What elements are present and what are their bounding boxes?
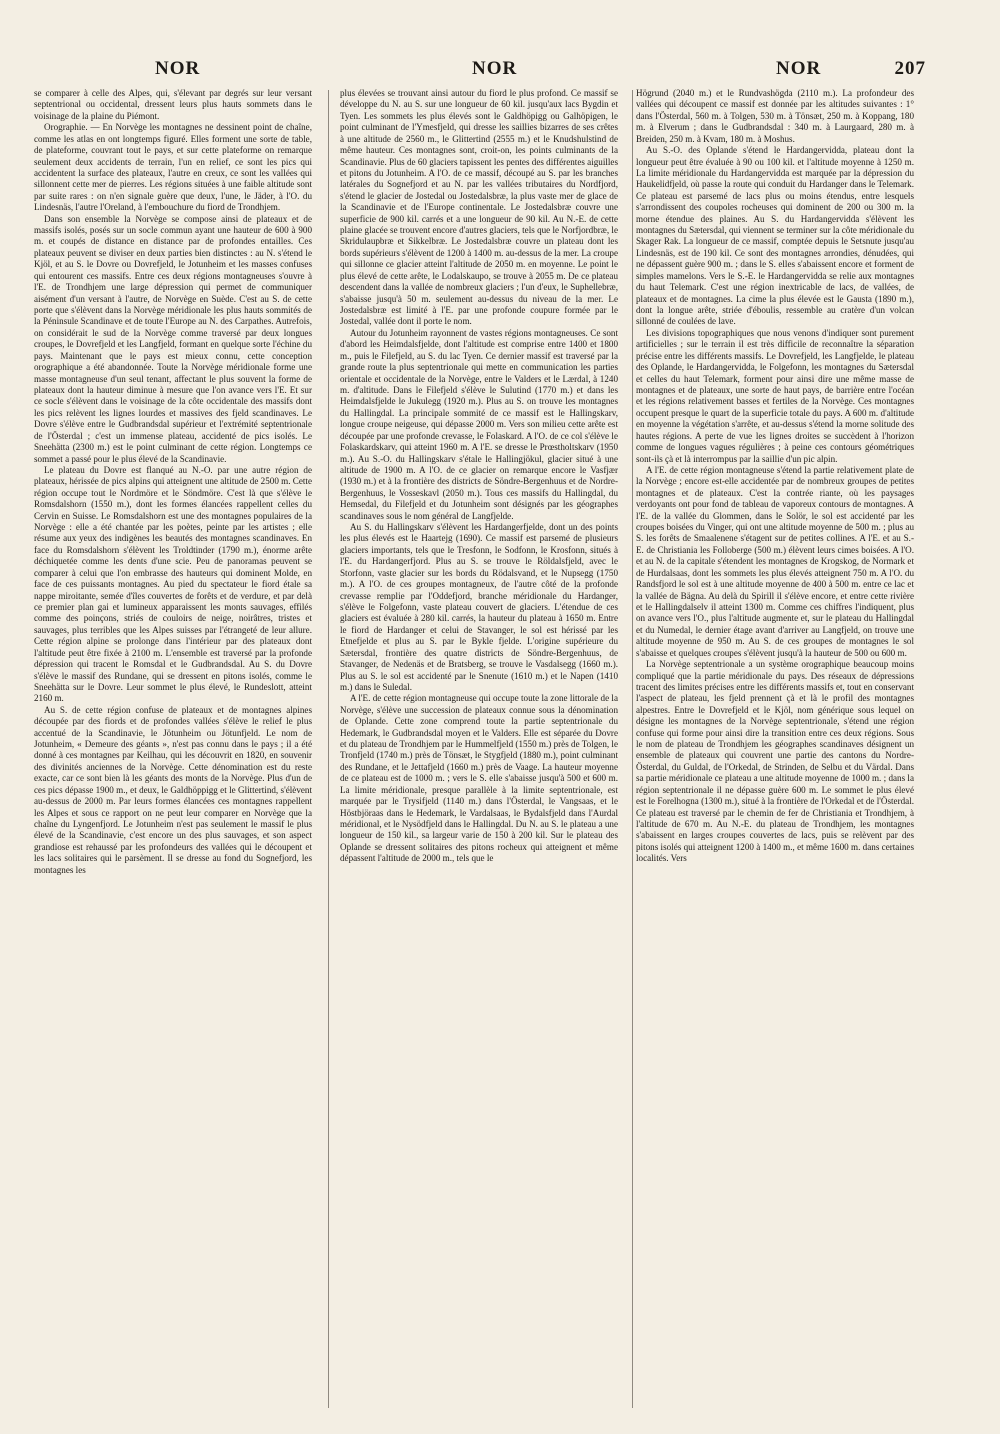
header-center-word: NOR [472,58,518,79]
paragraph: Orographie. — En Norvège les montagnes ne dessinent point de chaîne, comme les atlas en ont longtemps figuré. Elles forment une sorte de table, de plateforme, couvrant tout le pays, et sur cette plateforme on remarque seulement deux accidents de terrain, l'un en relief, ce sont les pics qui accidentent la surface des plateaux, l'autre en creux, ce sont les vallées qui sillonnent cette mer de pierres. Les régions situées à une faible altitude sont par suite rares : on n'en signale guère que deux, l'une, le Jäder, à l'O. du Lindesnäs, l'autre l'Oreland, à l'embouchure du fiord de Trondhjem. [34,122,312,213]
paragraph: Au S. de cette région confuse de plateaux et de montagnes alpines découpée par des fiords et de profondes vallées s'élève le relief le plus accentué de la Scandinavie, le Jötunheim ou Jötunfjeld. Le nom de Jotunheim, « Demeure des géants », n'est pas connu dans le pays ; il a été donné à ces montagnes par Keilhau, qui les découvrit en 1820, en souvenir des divinités anciennes de la Norvège. Cette dénomination est du reste exacte, car ce sont bien là les géants des monts de la Norvège. Plus d'un de ces pics dépasse 1900 m., et deux, le Galdhöppigg et le Glittertind, s'élèvent au-dessus de 2000 m. Par leurs formes élancées ces montagnes rappellent les Alpes et sous ce rapport on ne peut leur comparer en Norvège que la chaîne du Lyngenfjord. Le Jotunheim n'est pas seulement le massif le plus élevé de la Scandinavie, c'est encore un des plus sauvages, et son aspect grandiose est rehaussé par les profondeurs des vallées qui le découpent et les lacs solitaires qui le parsèment. Il se dresse au fond du Sognefjord, les montagnes les [34,704,312,875]
paragraph: La Norvège septentrionale a un système orographique beaucoup moins compliqué que la partie méridionale du pays. Des réseaux de dépressions tracent des limites précises entre les différents massifs et, tout en conservant l'aspect de plateau, les fjeld prennent çà et là le profil des montagnes alpestres. Entre le Dovrefjeld et le Kjöl, nom générique sous lequel on désigne les montagnes de la Norvège septentrionale, s'étend une région confuse qui forme pour ainsi dire la transition entre ces deux régions. Sous le nom de plateau de Trondhjem les géographes scandinaves désignent un ensemble de plateaux qui couvrent une partie des cantons du Nordre-Österdal, du Guldal, de l'Orkedal, de Strinden, de Selbu et du Värdal. Dans sa partie méridionale ce plateau a une altitude moyenne de 1000 m. ; dans la région septentrionale il ne dépasse guère 600 m. Le sommet le plus élevé est le Forelhogna (1300 m.), situé à la frontière de l'Orkedal et de l'Österdal. Ce plateau est traversé par le chemin de fer de Christiania et Trondhjem, à l'altitude de 670 m. Au N.-E. du plateau de Trondhjem, les montagnes s'abaissent en larges croupes couvertes de lacs, puis se relèvent par des pitons isolés qui atteignent 1200 à 1400 m., et même 1600 m. dans certaines localités. Vers [636,659,914,864]
paragraph: Högrund (2040 m.) et le Rundvashögda (2110 m.). La profondeur des vallées qui découpent ce massif est donnée par les altitudes suivantes : 1° dans l'Österdal, 560 m. à Tolgen, 530 m. à Tönsæt, 250 m. à Koppang, 180 m. à Elverum ; dans le Gudbrandsdal : 340 m. à Laurgaard, 280 m. à Breiden, 250 m. à Kvam, 180 m. à Moshus. [636,88,914,144]
paragraph: A l'E. de cette région montagneuse qui occupe toute la zone littorale de la Norvège, s'élève une succession de plateaux connue sous la dénomination de Oplande. Cette zone comprend toute la partie septentrionale du Hedemark, le Gudbrandsdal moyen et le Valders. Elle est séparée du Dovre et du plateau de Trondhjem par le Hummelfjeld (1550 m.) près de Tolgen, le Tronfjeld (1740 m.) près de Tönsæt, le Stygfjeld (1880 m.), point culminant des Rundane, et le Jettafjeld (1660 m.) près de Vaage. La hauteur moyenne de ce plateau est de 1000 m. ; vers le S. elle s'abaisse jusqu'à 500 et 600 m. La limite méridionale, presque parallèle à la limite septentrionale, est marquée par le Trysifjeld (1140 m.) dans l'Österdal, le Vangsaas, et le Höstbjöraas dans le Hedemark, le Vardalsaas, le Bydalsfjeld dans l'Aurdal méridional, et le Nysödfjeld dans le Hallingdal. Du N. au S. le plateau a une longueur de 150 kil., sa largeur varie de 150 à 200 kil. Sur le plateau des Oplande se dressent solitaires des pitons rocheux qui atteignent et même dépassent l'altitude de 2000 m., tels que le [340,693,618,864]
paragraph: Dans son ensemble la Norvège se compose ainsi de plateaux et de massifs isolés, posés sur un socle commun ayant une hauteur de 600 à 900 m. et coupés de distance en distance par de profondes entailles. Ces plateaux peuvent se diviser en deux parties bien distinctes : au N. s'étend le Kjöl, et au S. le Dovre ou Dovrefjeld, le Jotunheim et les masses confuses qui entourent ces massifs. Entre ces deux régions montagneuses s'ouvre à l'E. de Trondhjem une large dépression qui permet de communiquer aisément d'un versant à l'autre, de Norvège en Suède. C'est au S. de cette porte que s'élèvent dans la Norvège méridionale les plus hauts sommités de la Péninsule Scandinave et de toute l'Europe au N. des Carpathes. Autrefois, on considérait le sud de la Norvège comme traversé par deux longues croupes, le Dovrefjeld et les Langfjeld, formant en quelque sorte l'échine du pays. Maintenant que le pays est mieux connu, cette conception orographique a été abandonnée. Toute la Norvège méridionale forme une masse montagneuse d'un seul tenant, affectant le plus souvent la forme de plateaux dont la hauteur diminue à mesure que l'on avance vers l'E. Et sur ce socle s'élèvent dans le voisinage de la côte occidentale des massifs dont les pics relèvent les lignes lourdes et massives des fjeld scandinaves. Le Dovre s'élève entre le Gudbrandsdal supérieur et l'extrémité septentrionale de l'Österdal ; c'est un immense plateau, accidenté de pics isolés. Le Sneehätta (2300 m.) est le point culminant de cette région. Longtemps ce sommet a passé pour le plus élevé de la Scandinavie. [34,213,312,464]
header-left-word: NOR [155,58,201,79]
header-right-word: NOR [776,58,822,79]
paragraph: Les divisions topographiques que nous venons d'indiquer sont purement artificielles ; sur le terrain il est très difficile de reconnaître la séparation précise entre les différents massifs. Le Dovrefjeld, les Langfjelde, le plateau des Oplande, le Hardangervidda, le Folgefonn, les montagnes du Sætersdal et celles du haut Telemark, forment pour ainsi dire une même masse de montagnes et de plateaux, une sorte de haut pays, de barrière entre l'océan et les régions relativement basses et fertiles de la Norvège. Ces montagnes occupent presque le quart de la superficie totale du pays. A 600 m. d'altitude en moyenne la végétation s'arrête, et au-dessus s'étend la morne solitude des hautes régions. A perte de vue les lignes droites se succèdent à l'horizon comme de longues vagues régulières ; à peine ces contours géométriques sont-ils çà et là interrompus par la saillie d'un pic alpin. [636,327,914,464]
paragraph: Au S.-O. des Oplande s'étend le Hardangervidda, plateau dont la longueur peut être évaluée à 90 ou 100 kil. et l'altitude moyenne à 1250 m. La limite méridionale du Hardangervidda est marquée par la dépression du Haukelidfjeld, où passe la route qui conduit du Hardanger dans le Telemark. Ce plateau est parsemé de lacs plus ou moins étendus, entre lesquels s'arrondissent des coupoles rocheuses qui dominent de 200 ou 300 m. la morne étendue des plaines. Au S. du Hardangervidda s'élèvent les montagnes du Sætersdal, qui viennent se terminer sur la côte méridionale du Skager Rak. La longueur de ce massif, comptée depuis le Setsnute jusqu'au Lindesnäs, est de 190 kil. Ce sont des montagnes arrondies, dénudées, qui ne dépassent guère 900 m. ; dans le S. elles s'abaissent encore et forment de simples mamelons. Vers le S.-E. le Hardangervidda se relie aux montagnes du haut Telemark. C'est une région inextricable de lacs, de vallées, de plateaux et de montagnes. La cime la plus élevée est le Gausta (1890 m.), dont la longue arête, striée d'éboulis, ressemble au cratère d'un volcan sillonné de coulées de lave. [636,145,914,327]
paragraph: Le plateau du Dovre est flanqué au N.-O. par une autre région de plateaux, hérissée de pics alpins qui atteignent une altitude de 2500 m. Cette région occupe tout le Nordmöre et le Söndmöre. C'est là que s'élève le Romsdalshorn (1550 m.), dont les formes élancées rappellent celles du Cervin en Suisse. Le Romsdalshorn est une des montagnes populaires de la Norvège : elle a été chantée par les poètes, peinte par les artistes ; elle résume aux yeux des indigènes les beautés des montagnes scandinaves. En face du Romsdalshorn s'élèvent les Troldtinder (1790 m.), énorme arête déchiquetée comme les dents d'une scie. Peu de panoramas peuvent se comparer à celui que l'on embrasse des hauteurs qui dominent Molde, en face de ces puissants montagnes. Au pied du spectateur le fiord étale sa nappe miroitante, semée d'îles couvertes de forêts et de verdure, et par delà ce premier plan gai et lumineux apparaissent les monts sauvages, effilés comme des poinçons, striés de couloirs de neige, noirâtres, tristes et sauvages, plus terribles que les Alpes suisses par l'étrangeté de leur allure. Cette région alpine se prolonge dans l'intérieur par des plateaux dont l'altitude peut être fixée à 2100 m. L'ensemble est traversé par la profonde dépression qui tracent le Romsdal et le Gudbrandsdal. Au S. du Dovre s'élève le massif des Rundane, qui se dressent en pitons isolés, comme le Sneehätta sur le Dovre. Leur sommet le plus élevé, le Rundeslott, atteint 2160 m. [34,464,312,704]
paragraph: plus élevées se trouvant ainsi autour du fiord le plus profond. Ce massif se développe du N. au S. sur une longueur de 60 kil. jusqu'aux lacs Bygdin et Tyen. Les sommets les plus élevés sont le Galdhöpigg ou Galhöpigen, le point culminant de l'Ymesfjeld, qui dresse les saillies bizarres de ses crêtes à une altitude de 2560 m., le Glittertind (2555 m.) et le Knudshulstind de même hauteur. Ces montagnes sont, croit-on, les points culminants de la Scandinavie. Plus de 60 glaciers tapissent les pentes des différentes aiguilles et pitons du Jotunheim. A l'O. de ce massif, découpé au S. par les branches latérales du Sognefjord et au N. par les vallées tributaires du Nordfjord, s'étend le glacier de Jostedal ou Jostedalsbræ, la plus vaste mer de glace de la Scandinavie et de l'Europe continentale. Le Jostedalsbræ couvre une superficie de 900 kil. carrés et a une longueur de 90 kil. Au N.-E. de cette plaine glacée se trouvent encore d'autres glaciers, tels que le Norfjordbræ, le Skridulaupbræ et Sikkelbræ. Le Jostedalsbræ couvre un plateau dont les bords supérieurs s'élèvent de 1200 à 1400 m. au-dessus de la mer. La croupe qui sillonne ce glacier atteint l'altitude de 2050 m. en moyenne. Le point le plus élevé de cette arête, le Lodalskaupo, se trouve à 2055 m. De ce plateau descendent dans la vallée de nombreux glaciers ; l'un d'eux, le Suphellebræ, s'abaisse jusqu'à 50 m. seulement au-dessus du niveau de la mer. Le Jostedalsbræ est limité à l'E. par une profonde coupure formée par le Jostedal, vallée dont il porte le nom. [340,88,618,327]
paragraph: se comparer à celle des Alpes, qui, s'élevant par degrés sur leur versant septentrional ou occidental, dressent leurs plus hauts sommets dans le voisinage de la plaine du Piémont. [34,88,312,121]
column-2 [340,88,618,1413]
paragraph: Au S. du Hallingskarv s'élèvent les Hardangerfjelde, dont un des points les plus élevés est le Haartejg (1690). Ce massif est parsemé de plusieurs glaciers importants, tels que le Tresfonn, le Sodfonn, le Krosfonn, situés à l'E. du Hardangerfjord. Plus au S. se trouve le Röldalsfjeld, avec le Storfonn, vaste glacier sur les bords du Rödalsvand, et le Nupsegg (1750 m.). A l'O. de ces groupes montagneux, de l'autre côté de la profonde crevasse remplie par l'Oddefjord, branche méridionale du Hardanger, s'élève le Folgefonn, vaste plateau couvert de glaciers. L'étendue de ces glaciers est évaluée à 280 kil. carrés, la hauteur du plateau à 1650 m. Entre le fiord de Hardanger et celui de Stavanger, le sol est hérissé par les Etnefjelde et plus au S. par le Bykle fjelde. L'origine supérieure du Sætersdal, frontière des quatre districts de Söndre-Bergenhuus, de Stavanger, de Nedenäs et de Bratsberg, se trouve le Vasdalsegg (1660 m.). Plus au S. le sol est accidenté par le Snenute (1610 m.) et le Napen (1410 m.) dans le Suledal. [340,522,618,692]
running-header [0,58,1000,86]
column-3 [636,88,914,1413]
column-1 [34,88,312,1413]
paragraph: A l'E. de cette région montagneuse s'étend la partie relativement plate de la Norvège ; encore est-elle accidentée par de nombreux groupes de petites montagnes et de plateaux. C'est la contrée riante, où les paysages verdoyants ont pour fond de tableau de vaporeux contours de montagnes. A l'E. de la vallée du Glommen, dans le Solör, le sol est accidenté par les croupes boisées du Vinger, qui ont une altitude moyenne de 500 m. ; plus au S. les forêts de Smaalenene s'étagent sur de petites collines. A l'E. et au S.-E. de Christiania les Folloberge (500 m.) élèvent leurs cimes boisées. A l'O. et au N. de la capitale s'étendent les montagnes de Krogskog, de Normark et de Hurdalsaas, dont les sommets les plus élevés atteignent 750 m. A l'O. du Randsfjord le sol est à une altitude moyenne de 400 à 500 m. entre ce lac et la vallée de Bägna. Au delà du Spirill il s'élève encore, et entre cette rivière et le Hallingdalselv il atteint 1300 m. Comme ces chiffres l'indiquent, plus on avance vers l'O., plus l'altitude augmente et, sur le plateau du Hallingdal et du Numedal, le dernier étage avant d'arriver au Langfjeld, on trouve une altitude moyenne de 950 m. Au S. de ces groupes de montagnes le sol s'abaisse et quelques croupes s'élèvent jusqu'à la hauteur de 500 ou 600 m. [636,464,914,658]
paragraph: Autour du Jotunheim rayonnent de vastes régions montagneuses. Ce sont d'abord les Heimdalsfjelde, dont l'altitude est comprise entre 1400 et 1800 m., puis le Filefjeld, au S. du lac Tyen. Ce dernier massif est traversé par la grande route la plus septentrionale qui mette en communication les parties orientale et occidentale de la Norvège, entre le Valders et le Lærdal, à 1240 m. d'altitude. Dans le Filefjeld s'élève le Sulutind (1770 m.) et dans les Heimdalsfjelde le Jukulegg (1920 m.). Plus au S. on trouve les montagnes du Hallingdal. La principale sommité de ce massif est le Hallingskarv, longue croupe neigeuse, qui dépasse 2000 m. Vers son milieu cette arête est découpée par une profonde crevasse, le Folaskard. A l'O. de ce col s'élève le Folaskardskarv, qui atteint 1960 m. A l'E. se dresse le Prœstholtskarv (1950 m.). Au S.-O. du Hallingskarv s'étale le Hallingjökul, glacier situé à une altitude de 1900 m. A l'O. de ce glacier on remarque encore le Vasfjær (1930 m.) et à la frontière des districts de Söndre-Bergenhuus et de Nordre-Bergenhuus, le Vosseskavl (2050 m.). Tous ces massifs du Hallingdal, du Hemsedal, du Filefjeld et du Jotunheim sont désignés par les géographes scandinaves sous le nom général de Langfjelde. [340,327,618,521]
text-columns [34,88,930,1413]
page-number: 207 [894,58,926,79]
